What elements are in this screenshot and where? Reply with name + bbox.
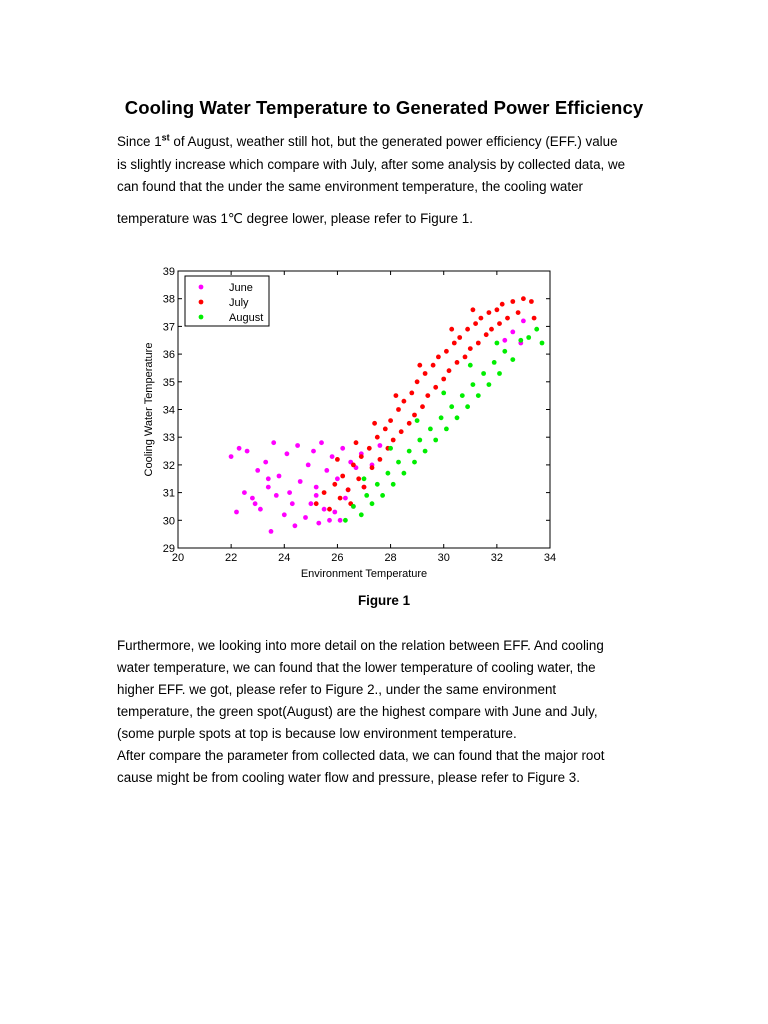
data-point-july (487, 310, 492, 315)
data-point-july (457, 335, 462, 340)
data-point-july (351, 463, 356, 468)
data-point-august (428, 427, 433, 432)
y-tick-label: 29 (162, 543, 175, 555)
data-point-july (362, 485, 367, 490)
data-point-august (351, 504, 356, 509)
data-point-july (510, 299, 515, 304)
data-point-june (309, 501, 314, 506)
data-point-july (463, 355, 468, 360)
data-point-august (439, 415, 444, 420)
data-point-june (269, 529, 274, 534)
data-point-june (234, 510, 239, 515)
data-point-june (502, 338, 507, 343)
data-point-july (500, 302, 505, 307)
data-point-june (314, 485, 319, 490)
data-point-august (364, 493, 369, 498)
figure-1-scatter-chart (135, 260, 575, 590)
data-point-august (540, 341, 545, 346)
data-point-august (343, 518, 348, 523)
data-point-june (322, 507, 327, 512)
data-point-june (282, 512, 287, 517)
data-point-july (468, 346, 473, 351)
data-point-august (380, 493, 385, 498)
data-point-august (468, 363, 473, 368)
x-tick-label: 32 (490, 552, 503, 564)
y-tick-label: 38 (162, 293, 175, 306)
data-point-june (327, 518, 332, 523)
data-point-june (287, 490, 292, 495)
data-point-july (394, 393, 399, 398)
data-point-august (518, 338, 523, 343)
data-point-august (441, 391, 446, 396)
figure-caption: Figure 1 (357, 593, 411, 608)
body-line: water temperature, we can found that the lower temperature of cooling water, the (117, 660, 596, 675)
y-axis-label: Cooling Water Temperature (143, 342, 155, 477)
data-point-july (407, 421, 412, 426)
data-point-june (245, 449, 250, 454)
x-tick-label: 34 (543, 552, 557, 564)
legend-marker-august (199, 315, 204, 320)
data-point-june (510, 330, 515, 335)
intro-line: can found that the under the same environment temperature, the cooling water (117, 179, 583, 194)
data-point-july (322, 490, 327, 495)
data-point-august (492, 360, 497, 365)
data-point-august (455, 415, 460, 420)
data-point-august (460, 393, 465, 398)
data-point-august (415, 418, 420, 423)
data-point-july (479, 316, 484, 321)
data-point-july (431, 363, 436, 368)
data-point-july (423, 371, 428, 376)
legend-label-august: August (229, 312, 264, 324)
data-point-july (375, 435, 380, 440)
data-point-august (396, 460, 401, 465)
data-point-june (319, 440, 324, 445)
x-tick-label: 28 (384, 552, 397, 564)
data-point-july (417, 363, 422, 368)
data-point-august (465, 404, 470, 409)
data-point-june (314, 493, 319, 498)
legend-label-june: June (229, 282, 253, 294)
data-point-july (447, 368, 452, 373)
data-point-july (338, 496, 343, 501)
data-point-august (402, 471, 407, 476)
data-point-july (314, 501, 319, 506)
data-point-july (420, 404, 425, 409)
data-point-june (316, 521, 321, 526)
data-point-june (298, 479, 303, 484)
data-point-august (476, 393, 481, 398)
data-point-august (362, 476, 367, 481)
data-point-july (495, 307, 500, 312)
data-point-june (277, 474, 282, 479)
data-point-july (391, 438, 396, 443)
body-line: cause might be from cooling water flow and pressure, please refer to Figure 3. (117, 770, 580, 785)
data-point-june (285, 451, 290, 456)
data-point-july (455, 360, 460, 365)
data-point-july (402, 399, 407, 404)
data-point-july (473, 321, 478, 326)
data-point-june (274, 493, 279, 498)
data-point-july (465, 327, 470, 332)
data-point-june (258, 507, 263, 512)
x-tick-label: 22 (225, 552, 238, 564)
data-point-june (266, 485, 271, 490)
data-point-july (412, 413, 417, 418)
data-point-july (335, 457, 340, 462)
data-point-june (343, 496, 348, 501)
data-point-august (495, 341, 500, 346)
y-tick-label: 37 (162, 321, 175, 334)
data-point-august (388, 446, 393, 451)
data-point-june (332, 510, 337, 515)
data-point-august (444, 427, 449, 432)
body-line: Furthermore, we looking into more detail on the relation between EFF. And cooling (117, 638, 604, 653)
data-point-june (253, 501, 258, 506)
data-point-july (484, 332, 489, 337)
data-point-june (263, 460, 268, 465)
y-tick-label: 31 (162, 487, 175, 500)
data-point-june (338, 518, 343, 523)
data-point-july (505, 316, 510, 321)
data-point-july (327, 507, 332, 512)
data-point-june (311, 449, 316, 454)
data-point-august (497, 371, 502, 376)
data-point-august (449, 404, 454, 409)
data-point-july (383, 427, 388, 432)
y-tick-label: 39 (162, 266, 175, 278)
data-point-july (529, 299, 534, 304)
y-tick-label: 35 (162, 376, 175, 389)
data-point-june (271, 440, 276, 445)
data-point-june (255, 468, 260, 473)
data-point-august (391, 482, 396, 487)
data-point-june (335, 476, 340, 481)
body-paragraph (117, 635, 677, 789)
data-point-july (449, 327, 454, 332)
x-tick-label: 20 (171, 552, 185, 564)
data-point-july (370, 465, 375, 470)
data-point-july (516, 310, 521, 315)
intro-paragraph (117, 131, 677, 199)
body-line: temperature, the green spot(August) are the highest compare with June and July, (117, 704, 598, 719)
data-point-august (433, 438, 438, 443)
x-axis-label: Environment Temperature (300, 568, 428, 580)
data-point-august (487, 382, 492, 387)
document-title: Cooling Water Temperature to Generated Power Efficiency (124, 97, 644, 118)
data-point-august (407, 449, 412, 454)
legend-label-july: July (229, 297, 249, 309)
data-point-june (324, 468, 329, 473)
data-point-july (396, 407, 401, 412)
data-point-july (471, 307, 476, 312)
data-point-july (436, 355, 441, 360)
data-point-june (295, 443, 300, 448)
data-point-july (346, 487, 351, 492)
data-point-july (388, 418, 393, 423)
x-tick-label: 26 (331, 552, 344, 564)
data-point-august (386, 471, 391, 476)
data-point-july (476, 341, 481, 346)
x-tick-label: 24 (278, 552, 291, 564)
data-point-august (526, 335, 531, 340)
intro-line: is slightly increase which compare with July, after some analysis by collected data, we (117, 156, 626, 172)
data-point-august (370, 501, 375, 506)
data-point-august (510, 357, 515, 362)
data-point-june (237, 446, 242, 451)
data-point-august (502, 349, 507, 354)
data-point-august (423, 449, 428, 454)
data-point-july (489, 327, 494, 332)
data-point-august (375, 482, 380, 487)
data-point-july (372, 421, 377, 426)
data-point-august (471, 382, 476, 387)
body-line: After compare the parameter from collected data, we can found that the major root (117, 748, 605, 763)
data-point-august (481, 371, 486, 376)
data-point-july (356, 476, 361, 481)
data-point-july (367, 446, 372, 451)
data-point-june (378, 443, 383, 448)
legend-marker-july (199, 300, 204, 305)
intro-line: Since 1st of August, weather still hot, but the generated power efficiency (EFF.) value (117, 132, 618, 149)
data-point-july (378, 457, 383, 462)
data-point-june (242, 490, 247, 495)
intro-line: temperature was 1℃ degree lower, please refer to Figure 1. (117, 211, 473, 226)
data-point-august (534, 327, 539, 332)
legend-marker-june (199, 285, 204, 290)
y-tick-label: 34 (162, 404, 175, 417)
data-point-july (532, 316, 537, 321)
data-point-july (340, 474, 345, 479)
data-point-june (521, 319, 526, 324)
data-point-july (415, 379, 420, 384)
y-tick-label: 36 (162, 349, 175, 362)
data-point-july (354, 440, 359, 445)
y-tick-label: 32 (162, 459, 175, 472)
data-point-june (306, 463, 311, 468)
data-point-june (330, 454, 335, 459)
data-point-june (293, 523, 298, 528)
data-point-july (409, 391, 414, 396)
data-point-july (521, 296, 526, 301)
data-point-june (250, 496, 255, 501)
data-point-june (340, 446, 345, 451)
data-point-july (425, 393, 430, 398)
body-line: (some purple spots at top is because low environment temperature. (117, 726, 517, 741)
y-tick-label: 33 (162, 432, 175, 445)
data-point-july (399, 429, 404, 434)
y-tick-label: 30 (162, 515, 175, 528)
data-point-july (433, 385, 438, 390)
data-point-june (229, 454, 234, 459)
intro-paragraph-end (117, 208, 677, 231)
body-line: higher EFF. we got, please refer to Figure 2., under the same environment (117, 682, 557, 697)
x-tick-label: 30 (437, 552, 450, 564)
data-point-august (359, 512, 364, 517)
data-point-july (441, 377, 446, 382)
data-point-june (303, 515, 308, 520)
data-point-august (412, 460, 417, 465)
data-point-june (290, 501, 295, 506)
data-point-july (359, 454, 364, 459)
data-point-july (332, 482, 337, 487)
data-point-july (452, 341, 457, 346)
data-point-july (444, 349, 449, 354)
data-point-august (417, 438, 422, 443)
data-point-june (266, 476, 271, 481)
data-point-july (497, 321, 502, 326)
